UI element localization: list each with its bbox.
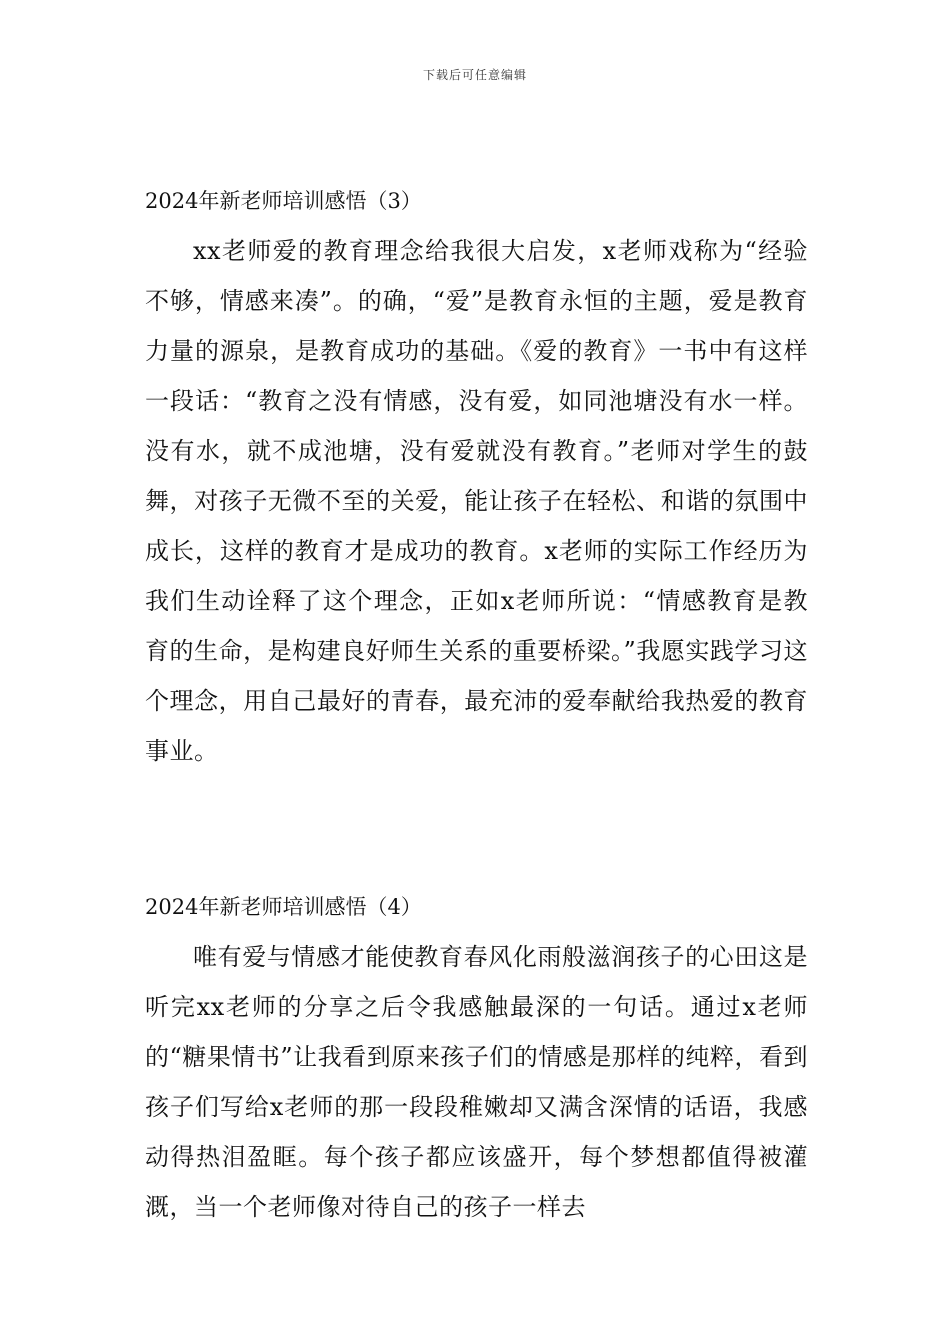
section-paragraph: 唯有爱与情感才能使教育春风化雨般滋润孩子的心田这是听完xx老师的分享之后令我感触最深的一句话。通过x老师的“糖果情书”让我看到原来孩子们的情感是那样的纯粹，看到孩子们写给x老师的那一段段稚嫩却又满含深情的话语，我感动得热泪盈眶。每个孩子都应该盛开，每个梦想都值得被灌溉，当一个老师像对待自己的孩子一样去 (145, 943, 808, 1221)
section-title: 2024年新老师培训感悟（4） (145, 895, 422, 919)
document-content (145, 176, 808, 1232)
section-title: 2024年新老师培训感悟（3） (145, 189, 422, 213)
header-note: 下载后可任意编辑 (422, 68, 527, 82)
section-spacer (145, 776, 808, 882)
section-3 (145, 176, 808, 776)
section-4 (145, 882, 808, 1232)
section-paragraph: xx老师爱的教育理念给我很大启发，x老师戏称为“经验不够，情感来凑”。的确，“爱”是教育永恒的主题，爱是教育力量的源泉，是教育成功的基础。《爱的教育》一书中有这样一段话：“教育之没有情感，没有爱，如同池塘没有水一样。没有水，就不成池塘，没有爱就没有教育。”老师对学生的鼓舞，对孩子无微不至的关爱，能让孩子在轻松、和谐的氛围中成长，这样的教育才是成功的教育。x老师的实际工作经历为我们生动诠释了这个理念，正如x老师所说：“情感教育是教育的生命，是构建良好师生关系的重要桥梁。”我愿实践学习这个理念，用自己最好的青春，最充沛的爱奉献给我热爱的教育事业。 (145, 237, 808, 765)
